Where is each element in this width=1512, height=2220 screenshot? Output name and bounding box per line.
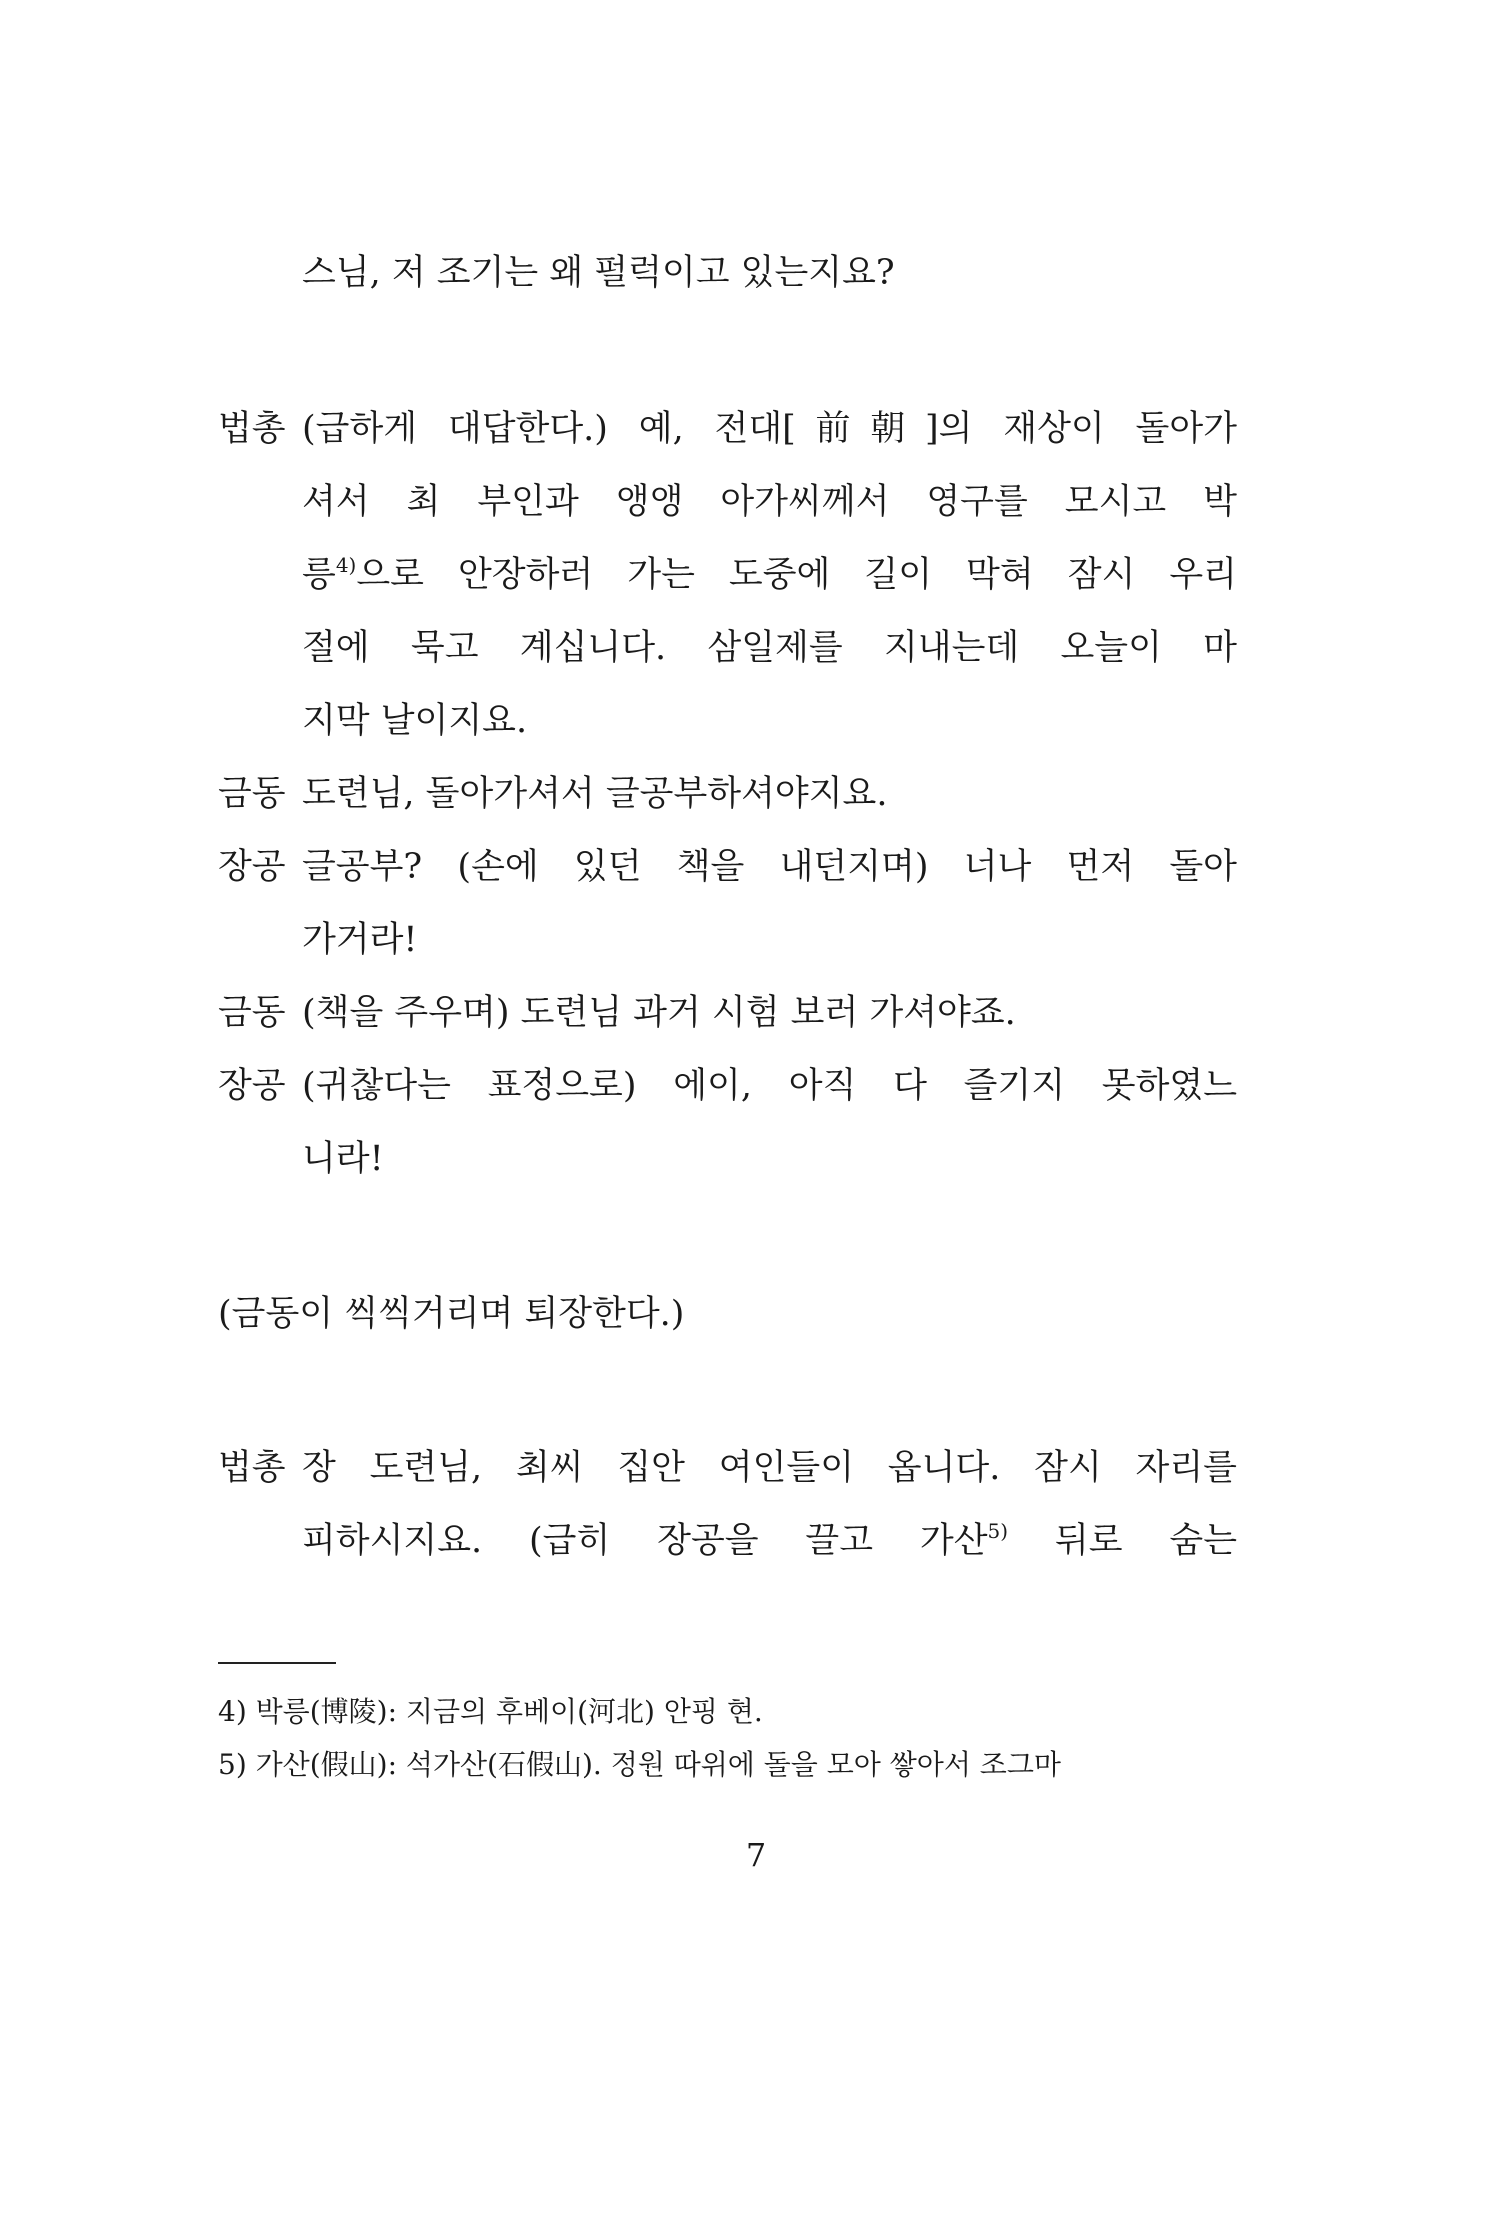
dialogue-line [302, 553, 1237, 597]
text-run: 뒤로 숨는 [1008, 1521, 1238, 1561]
footnote-ref: 5) [987, 1519, 1009, 1543]
text-run: 릉 [302, 555, 336, 595]
stage-direction: (금동이 씩씩거리며 퇴장한다.) [218, 1294, 685, 1334]
speaker-label: 금동 [218, 993, 286, 1033]
footnote-divider [218, 1662, 336, 1664]
text-run: 피하시지요. (급히 장공을 끌고 가산 [302, 1521, 988, 1561]
speaker-label: 장공 [218, 1066, 286, 1106]
dialogue-line: 니라! [302, 1139, 384, 1179]
dialogue-line: 절에 묵고 계십니다. 삼일제를 지내는데 오늘이 마 [302, 628, 1237, 668]
dialogue-line: 글공부? (손에 있던 책을 내던지며) 너나 먼저 돌아 [302, 847, 1237, 887]
speaker-label: 법총 [218, 409, 286, 449]
opening-line: 스님, 저 조기는 왜 펄럭이고 있는지요? [302, 253, 895, 293]
text-run: 으로 안장하러 가는 도중에 길이 막혀 잠시 우리 [356, 555, 1237, 595]
dialogue-line: 도련님, 돌아가셔서 글공부하셔야지요. [302, 774, 888, 814]
dialogue-line: (급하게 대답한다.) 예, 전대[前朝]의 재상이 돌아가 [302, 409, 1237, 449]
footnote-ref: 4) [335, 553, 357, 577]
footnote: 4) 박릉(博陵): 지금의 후베이(河北) 안핑 현. [218, 1695, 763, 1728]
dialogue-line: (책을 주우며) 도련님 과거 시험 보러 가셔야죠. [302, 993, 1016, 1033]
speaker-label: 금동 [218, 774, 286, 814]
speaker-label: 법총 [218, 1448, 286, 1488]
dialogue-line: (귀찮다는 표정으로) 에이, 아직 다 즐기지 못하였느 [302, 1066, 1237, 1106]
dialogue-line: 장 도련님, 최씨 집안 여인들이 옵니다. 잠시 자리를 [302, 1448, 1237, 1488]
dialogue-line: 지막 날이지요. [302, 701, 528, 741]
dialogue-line [302, 1519, 1237, 1563]
speaker-label: 장공 [218, 847, 286, 887]
dialogue-line: 셔서 최 부인과 앵앵 아가씨께서 영구를 모시고 박 [302, 482, 1237, 522]
page-number: 7 [745, 1836, 767, 1874]
dialogue-line: 가거라! [302, 920, 418, 960]
footnote: 5) 가산(假山): 석가산(石假山). 정원 따위에 돌을 모아 쌓아서 조그마 [218, 1748, 1061, 1781]
